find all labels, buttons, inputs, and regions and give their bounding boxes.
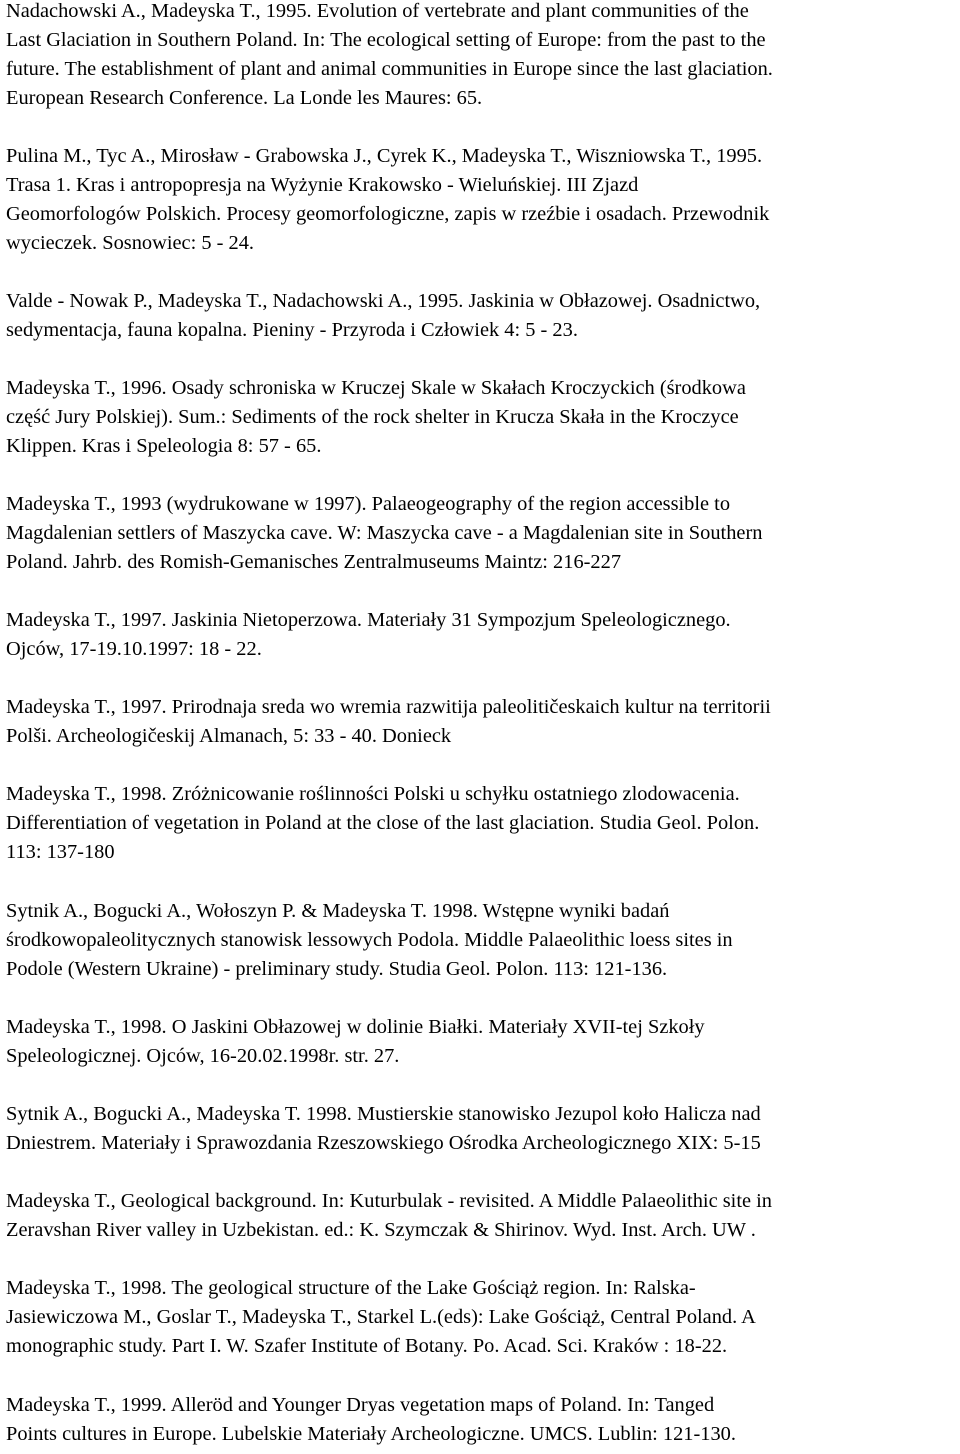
reference-line: future. The establishment of plant and animal communities in Europe since the last glaciation. [6,57,773,80]
reference-line: Madeyska T., 1993 (wydrukowane w 1997). Palaeogeography of the region accessible to [6,493,731,515]
reference-sytnik-1998-wstepne [6,897,958,984]
reference-line: środkowopaleolitycznych stanowisk lessowych Podola. Middle Palaeolithic loess sites in [6,928,733,951]
reference-valde-nowak-1995 [6,287,958,345]
reference-line: Madeyska T., Geological background. In: Kuturbulak - revisited. A Middle Palaeolithic site in [6,1190,772,1212]
reference-line: 113: 137-180 [6,840,115,863]
reference-madeyska-1999 [6,1391,958,1449]
reference-line: Madeyska T., 1998. The geological structure of the Lake Gościąż region. In: Ralska- [6,1277,696,1299]
reference-madeyska-1997-prirodnaja [6,693,958,751]
reference-line: Points cultures in Europe. Lubelskie Materiały Archeologiczne. UMCS. Lublin: 121-130. [6,1422,736,1445]
reference-madeyska-1993 [6,490,958,577]
reference-line: Valde - Nowak P., Madeyska T., Nadachowski A., 1995. Jaskinia w Obłazowej. Osadnictwo, [6,290,761,312]
reference-madeyska-1997-nietoperzowa [6,606,958,664]
reference-line: część Jury Polskiej). Sum.: Sediments of the rock shelter in Krucza Skała in the Kroczyce [6,405,739,428]
reference-line: European Research Conference. La Londe les Maures: 65. [6,86,483,109]
reference-line: Sytnik A., Bogucki A., Wołoszyn P. & Madeyska T. 1998. Wstępne wyniki badań [6,900,670,922]
reference-line: Madeyska T., 1996. Osady schroniska w Kruczej Skale w Skałach Kroczyckich (środkowa [6,377,746,399]
reference-line: Polši. Archeologičeskij Almanach, 5: 33 - 40. Donieck [6,724,452,747]
reference-line: Podole (Western Ukraine) - preliminary study. Studia Geol. Polon. 113: 121-136. [6,957,668,980]
reference-line: Zeravshan River valley in Uzbekistan. ed.: K. Szymczak & Shirinov. Wyd. Inst. Arch. UW . [6,1218,756,1241]
reference-line: Madeyska T., 1998. Zróżnicowanie roślinności Polski u schyłku ostatniego zlodowacenia. [6,783,740,805]
reference-line: Madeyska T., 1998. O Jaskini Obłazowej w dolinie Białki. Materiały XVII-tej Szkoły [6,1016,705,1038]
reference-line: Geomorfologów Polskich. Procesy geomorfologiczne, zapis w rzeźbie i osadach. Przewodnik [6,202,770,225]
reference-line: Madeyska T., 1999. Alleröd and Younger Dryas vegetation maps of Poland. In: Tanged [6,1394,715,1416]
reference-nadachowski-1995 [6,0,958,113]
reference-madeyska-1998-gosciaz [6,1274,958,1361]
reference-line: Madeyska T., 1997. Prirodnaja sreda wo wremia razwitija paleolitičeskaich kultur na territorii [6,696,771,718]
reference-madeyska-1998-oblazowa [6,1013,958,1071]
reference-line: Ojców, 17-19.10.1997: 18 - 22. [6,637,262,660]
reference-madeyska-1996 [6,374,958,461]
reference-madeyska-1998-zroznicowanie [6,780,958,867]
reference-line: Dniestrem. Materiały i Sprawozdania Rzeszowskiego Ośrodka Archeologicznego XIX: 5-15 [6,1131,761,1154]
reference-line: monographic study. Part I. W. Szafer Institute of Botany. Po. Acad. Sci. Kraków : 18-22. [6,1334,728,1357]
reference-line: Jasiewiczowa M., Goslar T., Madeyska T., Starkel L.(eds): Lake Gościąż, Central Poland. A [6,1305,756,1328]
reference-line: Last Glaciation in Southern Poland. In: The ecological setting of Europe: from the past to the [6,28,766,51]
reference-line: sedymentacja, fauna kopalna. Pieniny - Przyroda i Człowiek 4: 5 - 23. [6,318,578,341]
reference-line: Trasa 1. Kras i antropopresja na Wyżynie Krakowsko - Wieluńskiej. III Zjazd [6,173,639,196]
reference-line: Pulina M., Tyc A., Mirosław - Grabowska J., Cyrek K., Madeyska T., Wiszniowska T., 1995. [6,145,763,167]
reference-line: wycieczek. Sosnowiec: 5 - 24. [6,231,255,254]
reference-line: Speleologicznej. Ojców, 16-20.02.1998r. str. 27. [6,1044,400,1067]
reference-line: Sytnik A., Bogucki A., Madeyska T. 1998. Mustierskie stanowisko Jezupol koło Halicza nad [6,1103,761,1125]
reference-madeyska-geological-background [6,1187,958,1245]
reference-line: Differentiation of vegetation in Poland at the close of the last glaciation. Studia Geol. Polon. [6,811,760,834]
reference-line: Poland. Jahrb. des Romish-Gemanisches Zentralmuseums Maintz: 216-227 [6,550,622,573]
reference-line: Magdalenian settlers of Maszycka cave. W: Maszycka cave - a Magdalenian site in Southern [6,521,763,544]
reference-line: Nadachowski A., Madeyska T., 1995. Evolution of vertebrate and plant communities of the [6,0,749,22]
reference-line: Madeyska T., 1997. Jaskinia Nietoperzowa. Materiały 31 Sympozjum Speleologicznego. [6,609,731,631]
reference-line: Klippen. Kras i Speleologia 8: 57 - 65. [6,434,322,457]
reference-sytnik-1998-mustierskie [6,1100,958,1158]
reference-pulina-1995 [6,142,958,258]
